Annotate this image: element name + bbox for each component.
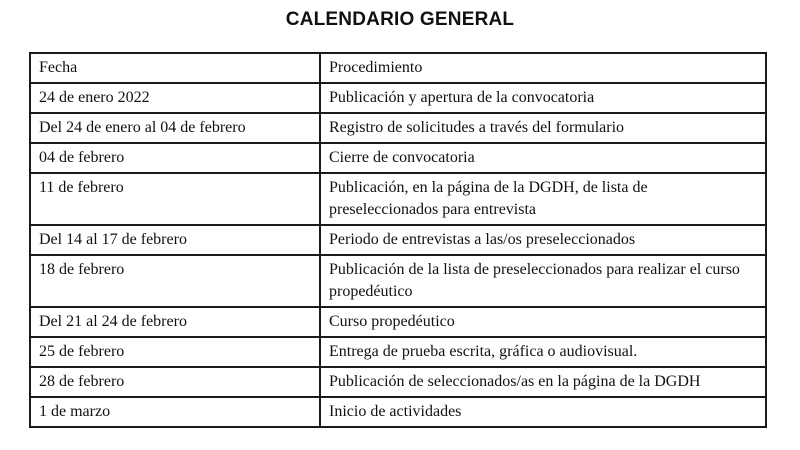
cell-fecha: 1 de marzo — [30, 397, 320, 427]
cell-procedimiento: Publicación de seleccionados/as en la página de la DGDH — [320, 367, 766, 397]
cell-procedimiento: Entrega de prueba escrita, gráfica o audiovisual. — [320, 337, 766, 367]
table-header-row — [30, 53, 766, 83]
cell-fecha: Del 24 de enero al 04 de febrero — [30, 113, 320, 143]
cell-fecha: Del 21 al 24 de febrero — [30, 307, 320, 337]
cell-fecha: Del 14 al 17 de febrero — [30, 225, 320, 255]
header-procedimiento: Procedimiento — [320, 53, 766, 83]
header-fecha: Fecha — [30, 53, 320, 83]
cell-procedimiento: Curso propedéutico — [320, 307, 766, 337]
calendar-table — [29, 52, 767, 428]
cell-procedimiento: Publicación y apertura de la convocatoria — [320, 83, 766, 113]
cell-fecha: 18 de febrero — [30, 255, 320, 307]
cell-fecha: 24 de enero 2022 — [30, 83, 320, 113]
cell-procedimiento: Periodo de entrevistas a las/os preseleccionados — [320, 225, 766, 255]
table-row — [30, 397, 766, 427]
page-title: CALENDARIO GENERAL — [285, 9, 515, 30]
cell-fecha: 11 de febrero — [30, 173, 320, 225]
cell-fecha: 28 de febrero — [30, 367, 320, 397]
cell-procedimiento: Cierre de convocatoria — [320, 143, 766, 173]
table-row — [30, 173, 766, 225]
table-row — [30, 255, 766, 307]
table-row — [30, 143, 766, 173]
cell-procedimiento: Registro de solicitudes a través del formulario — [320, 113, 766, 143]
table-row — [30, 337, 766, 367]
cell-fecha: 25 de febrero — [30, 337, 320, 367]
table-row — [30, 225, 766, 255]
table-row — [30, 113, 766, 143]
cell-procedimiento: Publicación, en la página de la DGDH, de lista de preseleccionados para entrevista — [320, 173, 766, 225]
cell-procedimiento: Publicación de la lista de preseleccionados para realizar el curso propedéutico — [320, 255, 766, 307]
table-row — [30, 367, 766, 397]
cell-fecha: 04 de febrero — [30, 143, 320, 173]
table-row — [30, 307, 766, 337]
cell-procedimiento: Inicio de actividades — [320, 397, 766, 427]
table-row — [30, 83, 766, 113]
